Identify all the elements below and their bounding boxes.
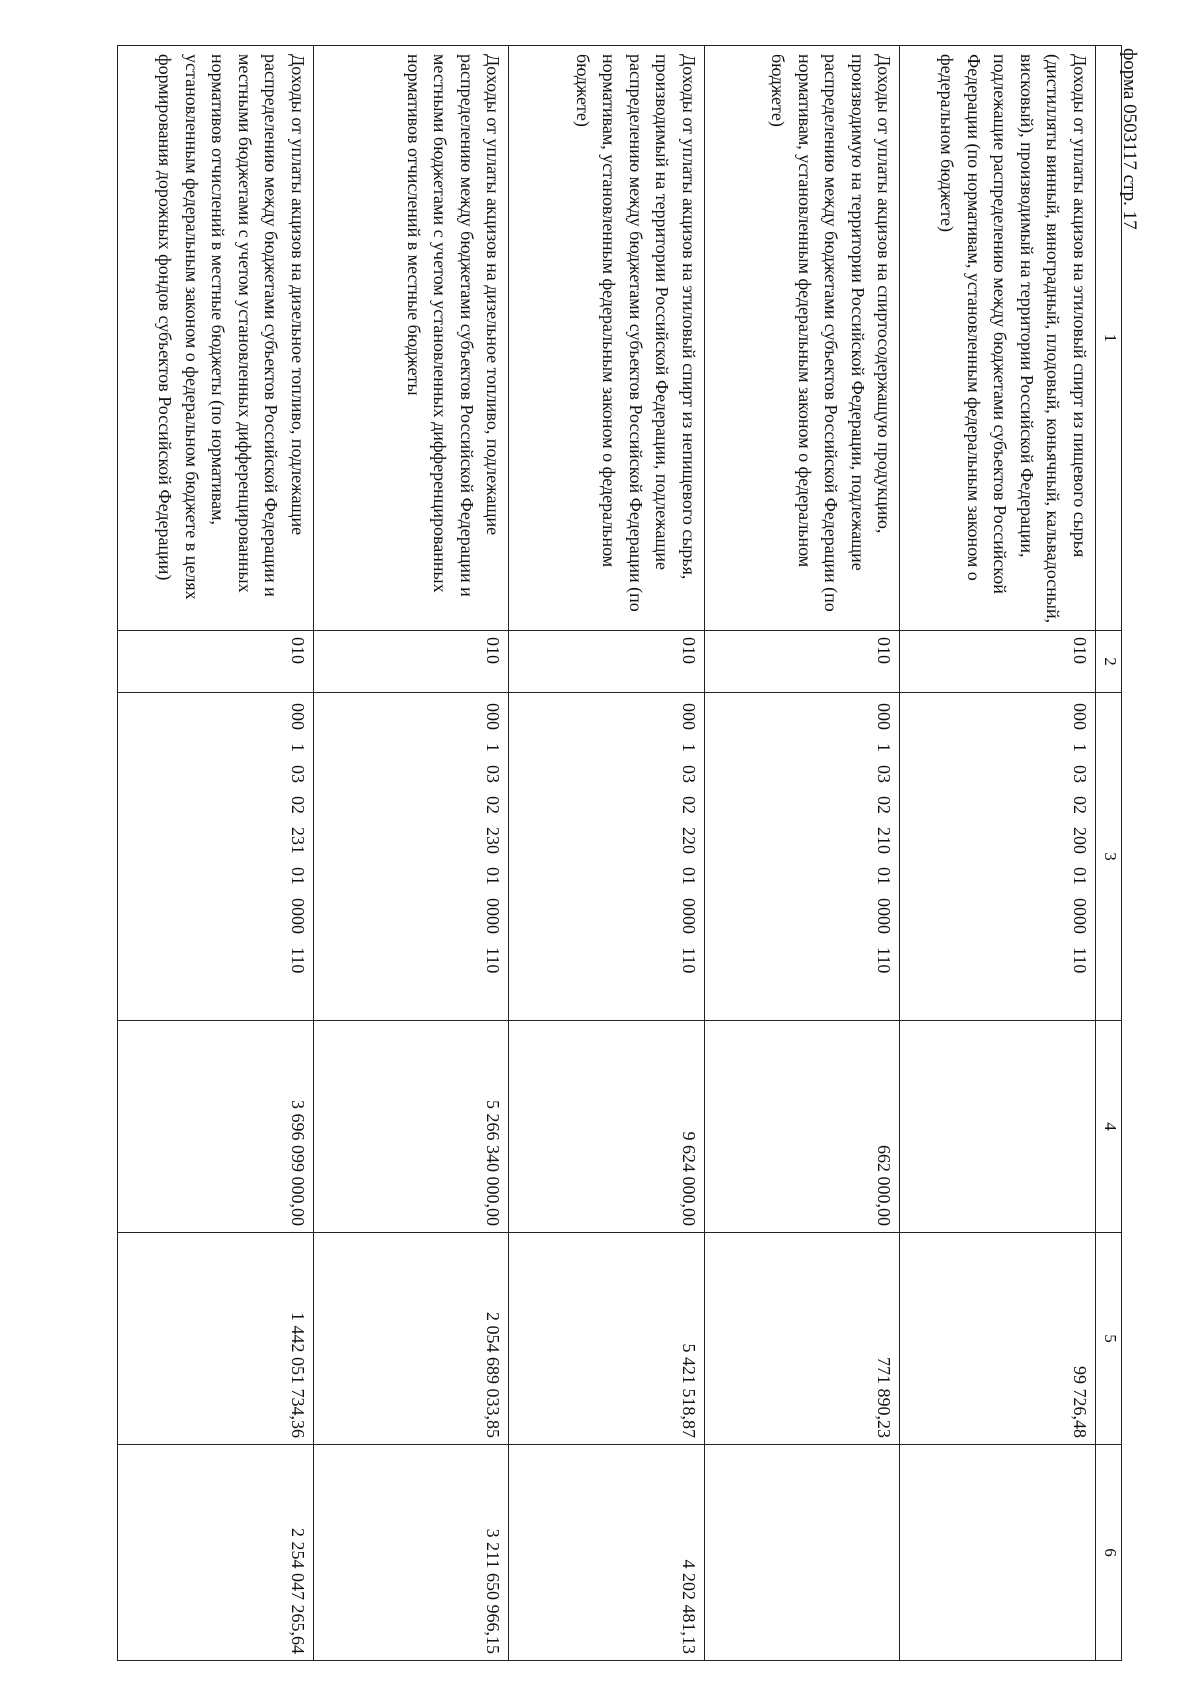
budget-classification-code: 000 1 03 02 220 01 0000 110 — [509, 693, 705, 1021]
column-number-row — [1095, 46, 1121, 1661]
budget-classification-code: 000 1 03 02 231 01 0000 110 — [118, 693, 314, 1021]
column-number: 1 — [1095, 46, 1121, 631]
approved-amount: 9 624 000,00 — [509, 1021, 705, 1233]
unexecuted-amount: 3 211 650 966,15 — [313, 1445, 509, 1661]
form-reference: форма 0503117 стр. 17 — [1119, 48, 1140, 230]
table-row — [118, 46, 314, 1661]
revenue-name: Доходы от уплаты акцизов на этиловый спирт из непищевого сырья, производимый на территории Российской Федерации, подлежащие распределению между бюджетами субъектов Российской Федерации (по нормативам, установленным федеральным законом о федеральном бюджете) — [509, 46, 705, 631]
unexecuted-amount — [900, 1445, 1096, 1661]
executed-amount: 1 442 051 734,36 — [118, 1233, 314, 1445]
approved-amount: 662 000,00 — [704, 1021, 900, 1233]
executed-amount: 771 890,23 — [704, 1233, 900, 1445]
revenue-table — [117, 45, 1122, 1661]
approved-amount: 5 266 340 000,00 — [313, 1021, 509, 1233]
revenue-name: Доходы от уплаты акцизов на дизельное топливо, подлежащие распределению между бюджетами субъектов Российской Федерации и местными бюджетами с учетом установленных дифференцированных нормативов отчислений в местные бюджеты — [313, 46, 509, 631]
line-code: 010 — [900, 631, 1096, 693]
budget-classification-code: 000 1 03 02 200 01 0000 110 — [900, 693, 1096, 1021]
report-sheet — [117, 45, 1122, 1660]
executed-amount: 2 054 689 033,85 — [313, 1233, 509, 1445]
approved-amount — [900, 1021, 1096, 1233]
column-number: 4 — [1095, 1021, 1121, 1233]
column-number: 3 — [1095, 693, 1121, 1021]
approved-amount: 3 696 099 000,00 — [118, 1021, 314, 1233]
line-code: 010 — [704, 631, 900, 693]
line-code: 010 — [313, 631, 509, 693]
table-row — [900, 46, 1096, 1661]
table-row — [704, 46, 900, 1661]
revenue-name: Доходы от уплаты акцизов на спиртосодержащую продукцию, производимую на территории Российской Федерации, подлежащие распределению между бюджетами субъектов Российской Федерации (по нормативам, установленным федеральным законом о федеральном бюджете) — [704, 46, 900, 631]
executed-amount: 99 726,48 — [900, 1233, 1096, 1445]
revenue-name: Доходы от уплаты акцизов на этиловый спирт из пищевого сырья (дистилляты винный, виноградный, плодовый, коньячный, кальвадосный, висковый), производимый на территории Российской Федерации, подлежащие распределению между бюджетами субъектов Российской Федерации (по нормативам, установленным федеральным законом о федеральном бюджете) — [900, 46, 1096, 631]
table-row — [313, 46, 509, 1661]
budget-classification-code: 000 1 03 02 230 01 0000 110 — [313, 693, 509, 1021]
unexecuted-amount: 4 202 481,13 — [509, 1445, 705, 1661]
unexecuted-amount — [704, 1445, 900, 1661]
budget-classification-code: 000 1 03 02 210 01 0000 110 — [704, 693, 900, 1021]
column-number: 6 — [1095, 1445, 1121, 1661]
revenue-table-body — [118, 46, 1122, 1661]
executed-amount: 5 421 518,87 — [509, 1233, 705, 1445]
line-code: 010 — [509, 631, 705, 693]
table-row — [509, 46, 705, 1661]
unexecuted-amount: 2 254 047 265,64 — [118, 1445, 314, 1661]
line-code: 010 — [118, 631, 314, 693]
column-number: 5 — [1095, 1233, 1121, 1445]
column-number: 2 — [1095, 631, 1121, 693]
revenue-name: Доходы от уплаты акцизов на дизельное топливо, подлежащие распределению между бюджетами субъектов Российской Федерации и местными бюджетами с учетом установленных дифференцированных нормативов отчислений в местные бюджеты (по нормативам, установленным федеральным законом о федеральном бюджете в целях формирования дорожных фондов субъектов Российской Федерации) — [118, 46, 314, 631]
